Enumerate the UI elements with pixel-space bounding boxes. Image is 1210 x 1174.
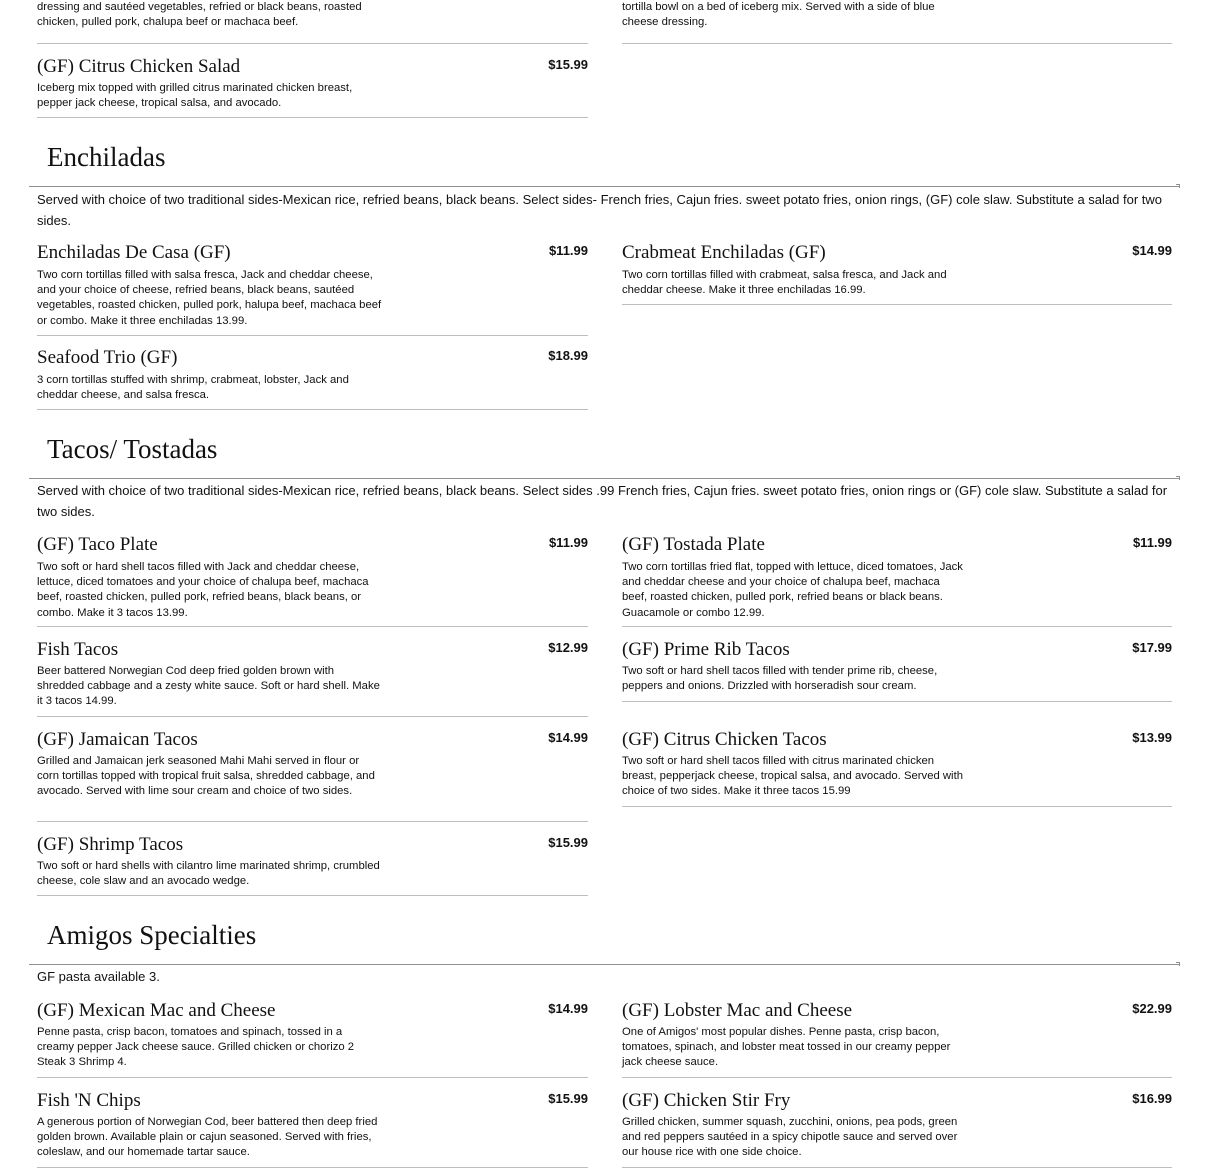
menu-item-name: (GF) Shrimp Tacos [37, 834, 184, 855]
menu-item-name: Fish 'N Chips [37, 1090, 141, 1111]
menu-item-name: (GF) Taco Plate [37, 534, 158, 555]
item-divider [622, 1077, 1172, 1078]
menu-item-description: One of Amigos' most popular dishes. Penne pasta, crisp bacon, tomatoes, spinach, and lobster meat tossed in our creamy pepper jack cheese sauce. [622, 1026, 951, 1069]
item-divider [622, 626, 1172, 627]
menu-item-price: $11.99 [548, 535, 588, 550]
menu-item-name: (GF) Tostada Plate [622, 534, 765, 555]
item-divider [622, 1167, 1172, 1168]
section-note: Served with choice of two traditional sides-Mexican rice, refried beans, black beans. Select sides .99 French fries, Cajun fries. sweet potato fries, onion rings or (GF) cole slaw. Substitute a salad for two sides. [37, 483, 1168, 519]
menu-item-price: $15.99 [548, 57, 588, 72]
item-divider [37, 409, 588, 410]
menu-item-description: Two corn tortillas filled with salsa fresca, Jack and cheddar cheese, and your choice of cheese, refried beans, black beans, sautéed vegetables, roasted chicken, pulled pork, halupa beef, machaca beef or combo. Make it three enchiladas 13.99. [37, 269, 382, 327]
menu-item-description: 3 corn tortillas stuffed with shrimp, crabmeat, lobster, Jack and cheddar cheese, and salsa fresca. [37, 374, 349, 402]
menu-item-price: $17.99 [1132, 640, 1172, 655]
menu-item-price: $14.99 [548, 1001, 588, 1016]
menu-item-name: Crabmeat Enchiladas (GF) [622, 242, 826, 263]
menu-item-name: (GF) Citrus Chicken Tacos [622, 729, 827, 750]
section-divider [29, 478, 1180, 479]
section-divider [29, 964, 1180, 965]
item-divider [37, 117, 588, 118]
menu-item-description: Beer battered Norwegian Cod deep fried golden brown with shredded cabbage and a zesty white sauce. Soft or hard shell. Make it 3 tacos 14.99. [37, 665, 380, 708]
menu-item-description: Two soft or hard shells with cilantro lime marinated shrimp, crumbled cheese, cole slaw and an avocado wedge. [37, 860, 380, 888]
menu-item-description: Penne pasta, crisp bacon, tomatoes and spinach, tossed in a creamy pepper Jack cheese sauce. Grilled chicken or chorizo 2 Steak 3 Shrimp 4. [37, 1026, 355, 1069]
menu-item-price: $16.99 [1132, 1091, 1172, 1106]
section-title-specialties: Amigos Specialties [47, 920, 257, 950]
menu-item-price: $15.99 [548, 1091, 588, 1106]
menu-item-description: Grilled chicken, summer squash, zucchini, onions, pea pods, green and red peppers sautéed in a spicy chipotle sauce and served over our house rice with one side choice. [622, 1116, 958, 1159]
section-title-tacos: Tacos/ Tostadas [47, 434, 218, 464]
menu-item-description: Two soft or hard shell tacos filled with citrus marinated chicken breast, pepperjack cheese, tropical salsa, and avocado. Served with choice of two sides. Make it three tacos 15.99 [622, 755, 963, 798]
menu-item-description: Two soft or hard shell tacos filled with tender prime rib, cheese, peppers and onions. Drizzled with horseradish sour cream. [622, 665, 938, 693]
menu-item-name: (GF) Citrus Chicken Salad [37, 56, 241, 77]
item-divider [622, 701, 1172, 702]
menu-item-price: $11.99 [548, 243, 588, 258]
menu-item-description: Two soft or hard shell tacos filled with Jack and cheddar cheese, lettuce, diced tomatoes and your choice of chalupa beef, machaca beef, roasted chicken, pulled pork, refried beans, black beans, or combo. Make it 3 tacos 13.99. [37, 561, 369, 619]
menu-item-description: tortilla bowl on a bed of iceberg mix. Served with a side of blue cheese dressing. [622, 1, 935, 29]
menu-item-name: (GF) Chicken Stir Fry [622, 1090, 791, 1111]
item-divider [622, 43, 1172, 44]
menu-item-description: Two corn tortillas filled with crabmeat, salsa fresca, and Jack and cheddar cheese. Make it three enchiladas 16.99. [622, 269, 947, 297]
menu-item-description: A generous portion of Norwegian Cod, beer battered then deep fried golden brown. Available plain or cajun seasoned. Served with fries, coleslaw, and our homemade tartar sauce. [37, 1116, 378, 1159]
menu-item-description: dressing and sautéed vegetables, refried or black beans, roasted chicken, pulled pork, chalupa beef or machaca beef. [37, 1, 362, 29]
menu-item-name: (GF) Lobster Mac and Cheese [622, 1000, 853, 1021]
menu-item-price: $22.99 [1132, 1001, 1172, 1016]
item-divider [622, 304, 1172, 305]
menu-item-name: Fish Tacos [37, 639, 119, 660]
menu-item-name: Seafood Trio (GF) [37, 347, 178, 368]
section-note: GF pasta available 3. [37, 969, 160, 984]
menu-item-price: $18.99 [548, 348, 588, 363]
menu-item-name: (GF) Mexican Mac and Cheese [37, 1000, 276, 1021]
item-divider [37, 1167, 588, 1168]
item-divider [37, 626, 588, 627]
item-divider [37, 895, 588, 896]
menu-item-price: $13.99 [1132, 730, 1172, 745]
menu-item-description: Iceberg mix topped with grilled citrus marinated chicken breast, pepper jack cheese, tropical salsa, and avocado. [37, 82, 353, 110]
item-divider [37, 716, 588, 717]
menu-item-name: Enchiladas De Casa (GF) [37, 242, 231, 263]
menu-item-price: $14.99 [548, 730, 588, 745]
item-divider [37, 821, 588, 822]
section-divider [29, 186, 1180, 187]
menu-item-price: $14.99 [1132, 243, 1172, 258]
item-divider [37, 43, 588, 44]
section-note: Served with choice of two traditional sides-Mexican rice, refried beans, black beans. Select sides- French fries, Cajun fries. sweet potato fries, onion rings, (GF) cole slaw. Substitute a salad for two sides. [37, 192, 1163, 228]
menu-item-price: $12.99 [548, 640, 588, 655]
menu-item-description: Grilled and Jamaican jerk seasoned Mahi Mahi served in flour or corn tortillas topped with tropical fruit salsa, shredded cabbage, and avocado. Served with lime sour cream and choice of two sides. [37, 755, 375, 798]
item-divider [622, 806, 1172, 807]
item-divider [37, 1077, 588, 1078]
item-divider [37, 335, 588, 336]
menu-item-name: (GF) Jamaican Tacos [37, 729, 198, 750]
menu-item-name: (GF) Prime Rib Tacos [622, 639, 790, 660]
menu-item-price: $11.99 [1132, 535, 1172, 550]
section-title-enchiladas: Enchiladas [47, 142, 166, 172]
menu-item-price: $15.99 [548, 835, 588, 850]
menu-item-description: Two corn tortillas fried flat, topped with lettuce, diced tomatoes, Jack and cheddar cheese and your choice of chalupa beef, machaca beef, roasted chicken, pulled pork, refried beans or black beans. Guacamole or combo 12.99. [622, 561, 963, 619]
